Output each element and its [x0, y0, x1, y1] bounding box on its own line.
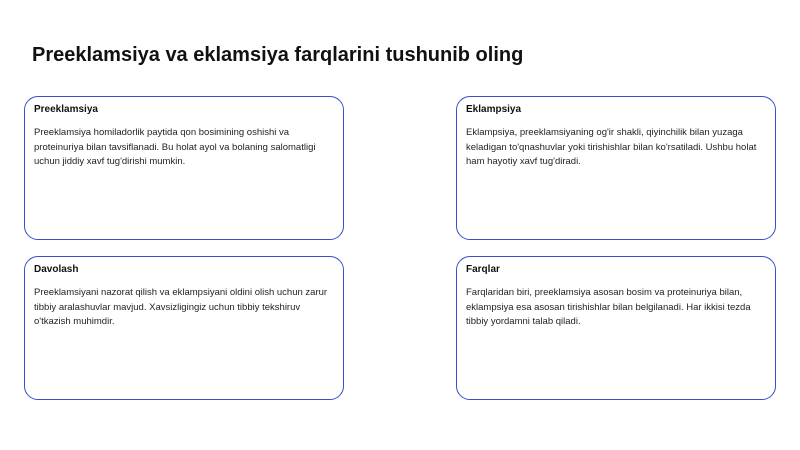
- card-davolash: [24, 256, 344, 400]
- card-heading: Farqlar: [466, 264, 500, 275]
- card-heading: Davolash: [34, 264, 79, 275]
- card-preeklamsiya: [24, 96, 344, 240]
- card-eklampsiya: [456, 96, 776, 240]
- card-heading: Preeklamsiya: [34, 104, 98, 115]
- card-farqlar: [456, 256, 776, 400]
- card-heading: Eklampsiya: [466, 104, 522, 115]
- card-body: Farqlaridan biri, preeklamsiya asosan bosim va proteinuriya bilan, eklampsiya esa asosan tirishishlar bilan belgilanadi. Har ikkisi tezda tibbiy yordamni talab qiladi.: [466, 287, 751, 328]
- card-body: Preeklamsiya homiladorlik paytida qon bosimining oshishi va proteinuriya bilan tavsiflanadi. Bu holat ayol va bolaning salomatligi uchun jiddiy xavf tug'dirishi mumkin.: [34, 127, 316, 168]
- card-body: Eklampsiya, preeklamsiyaning og'ir shakli, qiyinchilik bilan yuzaga keladigan to'qnashuvlar yoki tirishishlar bilan ko'rsatiladi. Ushbu holat ham hayotiy xavf tug'diradi.: [466, 127, 757, 168]
- slide-title: Preeklamsiya va eklamsiya farqlarini tushunib oling: [32, 44, 524, 66]
- card-body: Preeklamsiyani nazorat qilish va eklampsiyani oldini olish uchun zarur tibbiy aralashuvlar mavjud. Xavsizligingiz uchun tibbiy tekshiruv o'tkazish muhimdir.: [34, 287, 328, 328]
